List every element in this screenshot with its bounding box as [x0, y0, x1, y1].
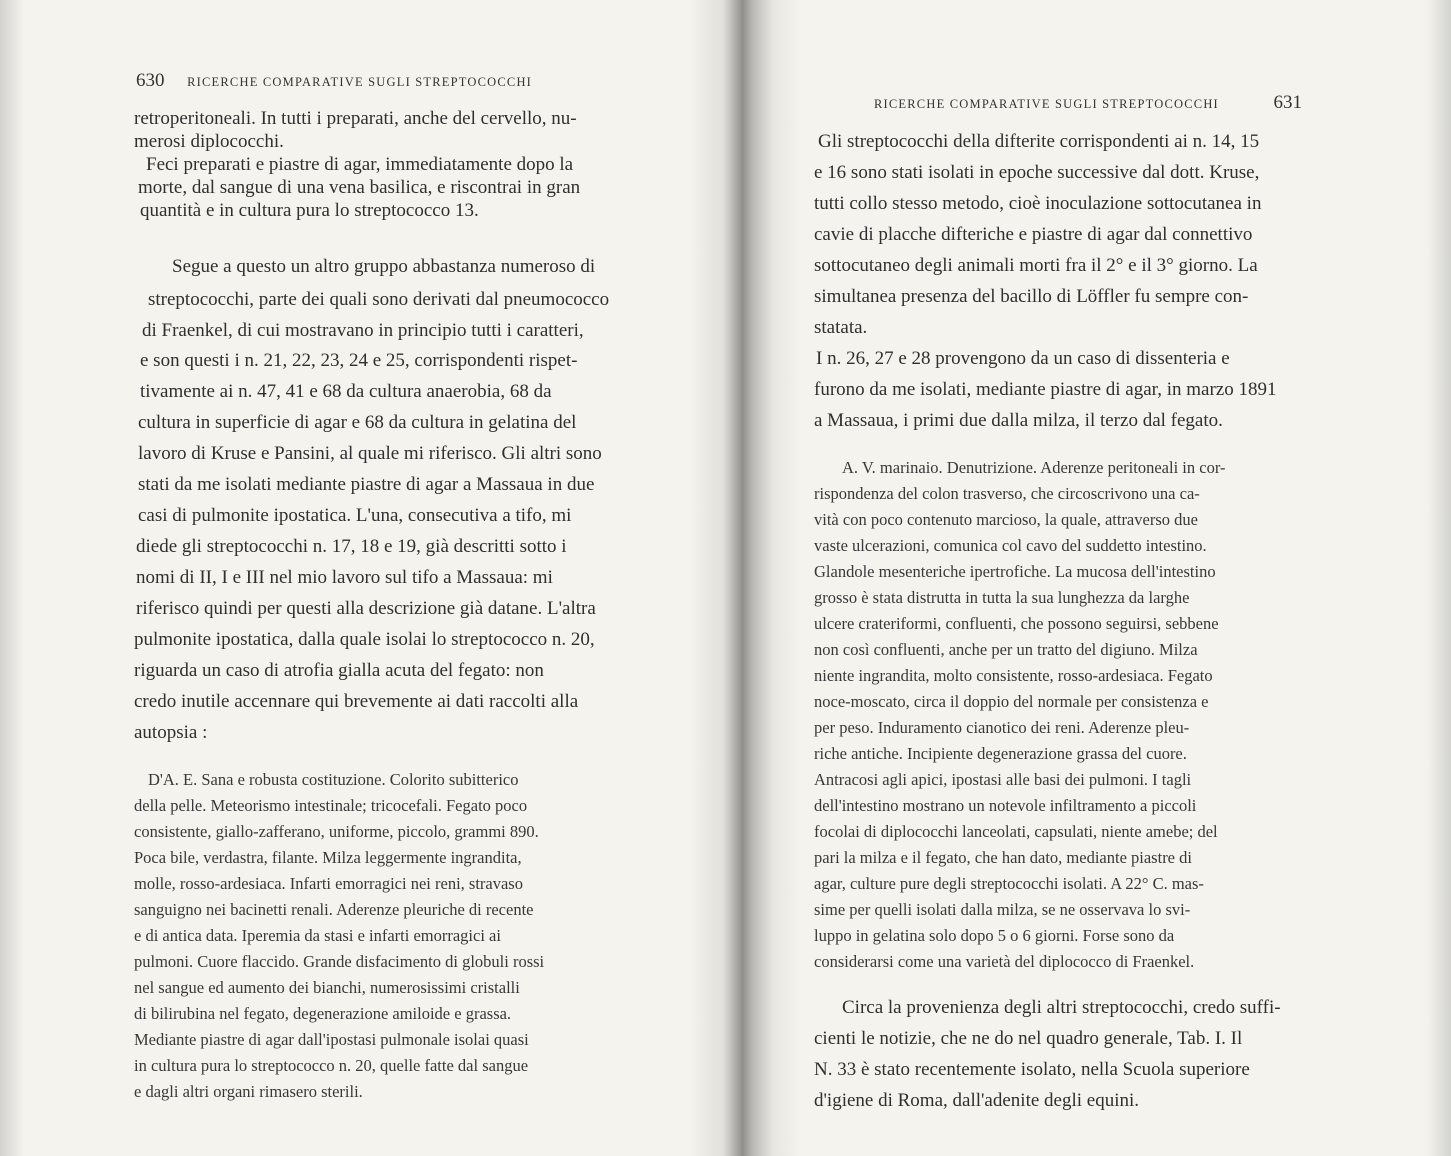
- text-line: credo inutile accennare qui brevemente ai dati raccolti alla: [134, 691, 579, 712]
- text-line: di Fraenkel, di cui mostravano in principio tutti i caratteri,: [142, 320, 584, 341]
- text-line: grosso è stata distrutta in tutta la sua lunghezza da larghe: [814, 588, 1190, 607]
- text-line: e son questi i n. 21, 22, 23, 24 e 25, corrispondenti rispet-: [140, 350, 578, 371]
- text-line: sottocutaneo degli animali morti fra il 2° e il 3° giorno. La: [814, 255, 1258, 276]
- text-line: Gli streptococchi della difterite corrispondenti ai n. 14, 15: [818, 131, 1260, 152]
- text-line: di bilirubina nel fegato, degenerazione amiloide e grassa.: [134, 1004, 512, 1023]
- text-line: Circa la provenienza degli altri streptococchi, credo suffi-: [842, 997, 1281, 1018]
- text-line: niente ingrandita, molto consistente, rosso-ardesiaca. Fegato: [814, 666, 1213, 685]
- text-line: sime per quelli isolati dalla milza, se ne osservava lo svi-: [814, 900, 1191, 919]
- text-line: riche antiche. Incipiente degenerazione grassa del cuore.: [814, 744, 1187, 763]
- text-line: riferisco quindi per questi alla descrizione già datane. L'altra: [136, 598, 596, 619]
- left-page-header: [136, 70, 532, 92]
- text-line: consistente, giallo-zafferano, uniforme, piccolo, grammi 890.: [134, 822, 539, 841]
- text-line: Feci preparati e piastre di agar, immediatamente dopo la: [146, 154, 574, 175]
- left-running-head: RICERCHE COMPARATIVE SUGLI STREPTOCOCCHI: [187, 75, 533, 89]
- text-line: D'A. E. Sana e robusta costituzione. Colorito subitterico: [148, 770, 519, 789]
- text-line: pari la milza e il fegato, che han dato, mediante piastre di: [814, 848, 1192, 867]
- left-page-number: 630: [136, 70, 165, 91]
- text-line: streptococchi, parte dei quali sono derivati dal pneumococco: [148, 289, 610, 310]
- text-line: focolai di diplococchi lanceolati, capsulati, niente amebe; del: [814, 822, 1218, 841]
- text-line: merosi diplococchi.: [134, 131, 284, 152]
- text-line: cavie di placche difteriche e piastre di agar dal connettivo: [814, 224, 1253, 245]
- text-line: nel sangue ed aumento dei bianchi, numerosissimi cristalli: [134, 978, 520, 997]
- text-line: Segue a questo un altro gruppo abbastanza numeroso di: [172, 256, 596, 277]
- text-line: della pelle. Meteorismo intestinale; tricocefali. Fegato poco: [134, 796, 528, 815]
- text-line: vaste ulcerazioni, comunica col cavo del suddetto intestino.: [814, 536, 1207, 555]
- text-line: I n. 26, 27 e 28 provengono da un caso di dissenteria e: [816, 348, 1230, 369]
- text-line: dell'intestino mostrano un notevole infiltramento a piccoli: [814, 796, 1197, 815]
- text-line: tutti collo stesso metodo, cioè inoculazione sottocutanea in: [814, 193, 1262, 214]
- text-line: non così confluenti, anche per un tratto del digiuno. Milza: [814, 640, 1198, 659]
- text-line: molle, rosso-ardesiaca. Infarti emorragici nei reni, stravaso: [134, 874, 523, 893]
- text-line: morte, dal sangue di una vena basilica, e riscontrai in gran: [138, 177, 581, 198]
- text-line: in cultura pura lo streptococco n. 20, quelle fatte dal sangue: [134, 1056, 529, 1075]
- text-line: e di antica data. Iperemia da stasi e infarti emorragici ai: [134, 926, 501, 945]
- text-line: quantità e in cultura pura lo streptococco 13.: [140, 200, 479, 221]
- left-edge-shadow: [0, 0, 24, 1156]
- text-line: considerarsi come una varietà del diplococco di Fraenkel.: [814, 952, 1195, 971]
- text-line: Mediante piastre di agar dall'ipostasi pulmonale isolai quasi: [134, 1030, 529, 1049]
- text-line: vità con poco contenuto marcioso, la quale, attraverso due: [814, 510, 1198, 529]
- text-line: cultura in superficie di agar e 68 da cultura in gelatina del: [138, 412, 577, 433]
- text-line: ulcere crateriformi, confluenti, che possono seguirsi, sebbene: [814, 614, 1219, 633]
- text-line: casi di pulmonite ipostatica. L'una, consecutiva a tifo, mi: [138, 505, 572, 526]
- text-line: Antracosi agli apici, ipostasi alle basi dei pulmoni. I tagli: [814, 770, 1192, 789]
- text-line: statata.: [814, 317, 868, 338]
- text-line: N. 33 è stato recentemente isolato, nella Scuola superiore: [814, 1059, 1250, 1080]
- right-running-head: RICERCHE COMPARATIVE SUGLI STREPTOCOCCHI: [874, 97, 1219, 111]
- text-line: A. V. marinaio. Denutrizione. Aderenze peritoneali in cor-: [842, 458, 1226, 477]
- book-gutter: [690, 0, 800, 1156]
- text-line: a Massaua, i primi due dalla milza, il terzo dal fegato.: [814, 410, 1223, 431]
- text-line: Poca bile, verdastra, filante. Milza leggermente ingrandita,: [134, 848, 522, 867]
- text-line: sanguigno nei bacinetti renali. Aderenze pleuriche di recente: [134, 900, 534, 919]
- text-line: per peso. Induramento cianotico dei reni. Aderenze pleu-: [814, 718, 1190, 737]
- right-page-header: [874, 92, 1302, 114]
- text-line: pulmoni. Cuore flaccido. Grande disfacimento di globuli rossi: [134, 952, 545, 971]
- text-line: luppo in gelatina solo dopo 5 o 6 giorni. Forse sono da: [814, 926, 1175, 945]
- text-line: stati da me isolati mediante piastre di agar a Massaua in due: [138, 474, 595, 495]
- text-line: retroperitoneali. In tutti i preparati, anche del cervello, nu-: [134, 108, 577, 129]
- text-line: d'igiene di Roma, dall'adenite degli equini.: [814, 1090, 1140, 1111]
- text-line: simultanea presenza del bacillo di Löffler fu sempre con-: [814, 286, 1249, 307]
- text-line: autopsia :: [134, 722, 208, 743]
- text-line: e 16 sono stati isolati in epoche successive dal dott. Kruse,: [814, 162, 1260, 183]
- text-line: noce-moscato, circa il doppio del normale per consistenza e: [814, 692, 1209, 711]
- text-line: tivamente ai n. 47, 41 e 68 da cultura anaerobia, 68 da: [140, 381, 552, 402]
- text-line: diede gli streptococchi n. 17, 18 e 19, già descritti sotto i: [136, 536, 567, 557]
- text-line: pulmonite ipostatica, dalla quale isolai lo streptococco n. 20,: [134, 629, 595, 650]
- text-line: nomi di II, I e III nel mio lavoro sul tifo a Massaua: mi: [136, 567, 553, 588]
- text-line: Glandole mesenteriche ipertrofiche. La mucosa dell'intestino: [814, 562, 1216, 581]
- right-page-number: 631: [1273, 92, 1303, 113]
- text-line: cienti le notizie, che ne do nel quadro generale, Tab. I. Il: [814, 1028, 1243, 1049]
- text-line: e dagli altri organi rimasero sterili.: [134, 1082, 363, 1101]
- text-line: agar, culture pure degli streptococchi isolati. A 22° C. mas-: [814, 874, 1204, 893]
- right-edge-shadow: [1427, 0, 1451, 1156]
- text-line: rispondenza del colon trasverso, che circoscrivono una ca-: [814, 484, 1200, 503]
- text-line: lavoro di Kruse e Pansini, al quale mi riferisco. Gli altri sono: [138, 443, 602, 464]
- text-line: riguarda un caso di atrofia gialla acuta del fegato: non: [134, 660, 544, 681]
- text-line: furono da me isolati, mediante piastre di agar, in marzo 1891: [814, 379, 1277, 400]
